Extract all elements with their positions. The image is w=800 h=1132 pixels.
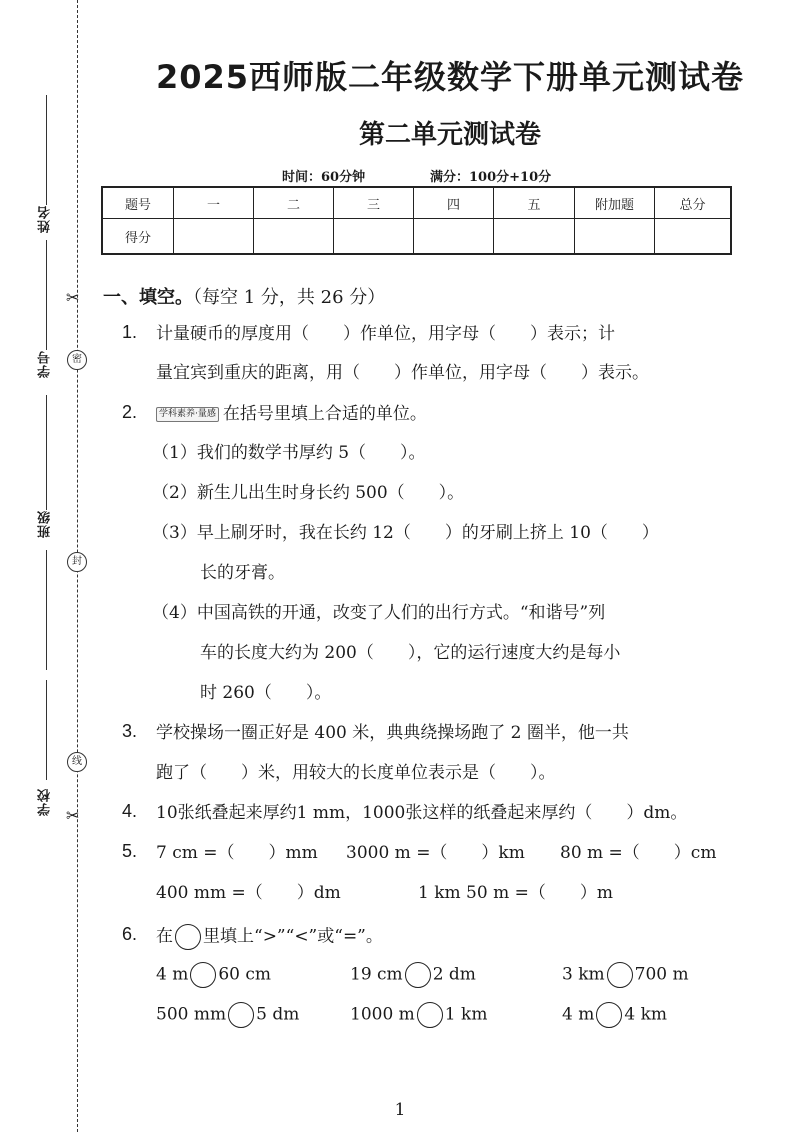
- section-title: 一、填空。: [103, 287, 193, 308]
- compare-right: 1 km: [444, 1004, 488, 1025]
- question-3-line-1: 学校操场一圈正好是 400 米，典典绕操场跑了 2 圈半，他一共: [156, 723, 629, 743]
- seal-mark: 封: [67, 552, 87, 572]
- school-line: [46, 680, 47, 780]
- seal-mark: 密: [67, 350, 87, 370]
- page-subtitle: 第二单元测试卷: [358, 120, 541, 150]
- compare-item: [350, 962, 476, 988]
- question-6-stem: [156, 924, 383, 950]
- scissors-icon: ✂: [66, 806, 80, 825]
- question-number: 4.: [122, 801, 138, 821]
- compare-right: 700 m: [634, 964, 689, 985]
- literacy-tag: 学科素养·量感: [156, 407, 219, 422]
- score-cell[interactable]: [254, 219, 334, 255]
- compare-right: 5 dm: [256, 1004, 300, 1025]
- table-header: 总分: [655, 187, 732, 219]
- question-6-text-pre: 在: [156, 926, 173, 947]
- compare-circle[interactable]: [228, 1002, 254, 1028]
- compare-circle[interactable]: [417, 1002, 443, 1028]
- compare-left: 4 m: [156, 964, 189, 985]
- question-2-sub-4-cont: 时 260（ ）。: [200, 683, 332, 703]
- compare-item: [156, 962, 271, 988]
- question-1-line-2: 量宜宾到重庆的距离，用（ ）作单位，用字母（ ）表示。: [156, 363, 649, 383]
- question-2-sub-4-cont: 车的长度大约为 200（ ），它的运行速度大约是每小: [200, 643, 621, 663]
- question-number: 6.: [122, 924, 138, 944]
- scissors-icon: ✂: [66, 288, 80, 307]
- exam-time: 时间：60分钟: [282, 170, 366, 185]
- score-cell[interactable]: [414, 219, 494, 255]
- conversion-item: 7 cm =（ ）mm: [156, 843, 318, 863]
- conversion-item: 80 m =（ ）cm: [560, 843, 717, 863]
- compare-left: 19 cm: [350, 964, 403, 985]
- table-header: 二: [254, 187, 334, 219]
- compare-circle[interactable]: [607, 962, 633, 988]
- compare-item: [350, 1002, 487, 1028]
- question-6-text-post: 里填上“>”“<”或“=”。: [203, 926, 383, 947]
- compare-right: 60 cm: [218, 964, 272, 985]
- question-2-stem: [156, 402, 427, 426]
- score-table-header-row: [102, 187, 731, 219]
- school-label: 学校: [38, 788, 53, 816]
- table-header: 题号: [102, 187, 174, 219]
- table-header: 三: [334, 187, 414, 219]
- class-line: [46, 395, 47, 510]
- score-table: [101, 186, 732, 255]
- compare-right: 4 km: [624, 1004, 667, 1025]
- full-score: 满分：100分+10分: [430, 170, 552, 185]
- conversion-item: 400 mm =（ ）dm: [156, 883, 341, 903]
- row-label: 得分: [102, 219, 174, 255]
- compare-circle-icon: [175, 924, 201, 950]
- question-3-line-2: 跑了（ ）米，用较大的长度单位表示是（ ）。: [156, 763, 556, 783]
- section-note: （每空 1 分，共 26 分）: [193, 287, 386, 308]
- question-number: 2.: [122, 402, 138, 422]
- compare-left: 4 m: [562, 1004, 595, 1025]
- question-number: 1.: [122, 322, 138, 342]
- question-2-sub-3-cont: 长的牙膏。: [200, 563, 285, 583]
- score-cell[interactable]: [334, 219, 414, 255]
- table-header: 附加题: [575, 187, 655, 219]
- score-cell[interactable]: [575, 219, 655, 255]
- question-4-line-1: 10张纸叠起来厚约1 mm，1000张这样的纸叠起来厚约（ ）dm。: [156, 803, 688, 823]
- compare-circle[interactable]: [596, 1002, 622, 1028]
- section-heading: [103, 283, 385, 309]
- question-2-text: 在括号里填上合适的单位。: [222, 404, 427, 424]
- student-no-label: 学号: [38, 350, 53, 378]
- compare-right: 2 dm: [432, 964, 476, 985]
- compare-left: 3 km: [562, 964, 605, 985]
- question-2-sub-4: （4）中国高铁的开通，改变了人们的出行方式。“和谐号”列: [152, 603, 606, 623]
- score-cell[interactable]: [655, 219, 732, 255]
- table-header: 一: [174, 187, 254, 219]
- page-number: 1: [394, 1100, 406, 1120]
- compare-circle[interactable]: [190, 962, 216, 988]
- compare-item: [156, 1002, 299, 1028]
- question-2-sub-3: （3）早上刷牙时，我在长约 12（ ）的牙刷上挤上 10（ ）: [152, 523, 659, 543]
- compare-left: 1000 m: [350, 1004, 415, 1025]
- class-line-lower: [46, 550, 47, 670]
- conversion-item: 1 km 50 m =（ ）m: [418, 883, 613, 903]
- question-2-sub-1: （1）我们的数学书厚约 5（ ）。: [152, 443, 426, 463]
- page-title: 2025西师版二年级数学下册单元测试卷: [155, 58, 745, 96]
- compare-item: [562, 962, 689, 988]
- question-2-sub-2: （2）新生儿出生时身长约 500（ ）。: [152, 483, 465, 503]
- compare-item: [562, 1002, 667, 1028]
- seal-mark: 线: [67, 752, 87, 772]
- class-label: 班级: [38, 510, 53, 538]
- conversion-item: 3000 m =（ ）km: [346, 843, 525, 863]
- score-cell[interactable]: [174, 219, 254, 255]
- name-label: 姓名: [38, 205, 53, 233]
- question-1-line-1: 计量硬币的厚度用（ ）作单位，用字母（ ）表示；计: [156, 324, 615, 344]
- score-table-row: [102, 219, 731, 255]
- table-header: 四: [414, 187, 494, 219]
- compare-left: 500 mm: [156, 1004, 227, 1025]
- table-header: 五: [494, 187, 575, 219]
- question-number: 3.: [122, 721, 138, 741]
- name-line: [46, 95, 47, 205]
- question-number: 5.: [122, 841, 138, 861]
- compare-circle[interactable]: [405, 962, 431, 988]
- binding-margin: [0, 0, 100, 1132]
- student-no-line: [46, 240, 47, 350]
- score-cell[interactable]: [494, 219, 575, 255]
